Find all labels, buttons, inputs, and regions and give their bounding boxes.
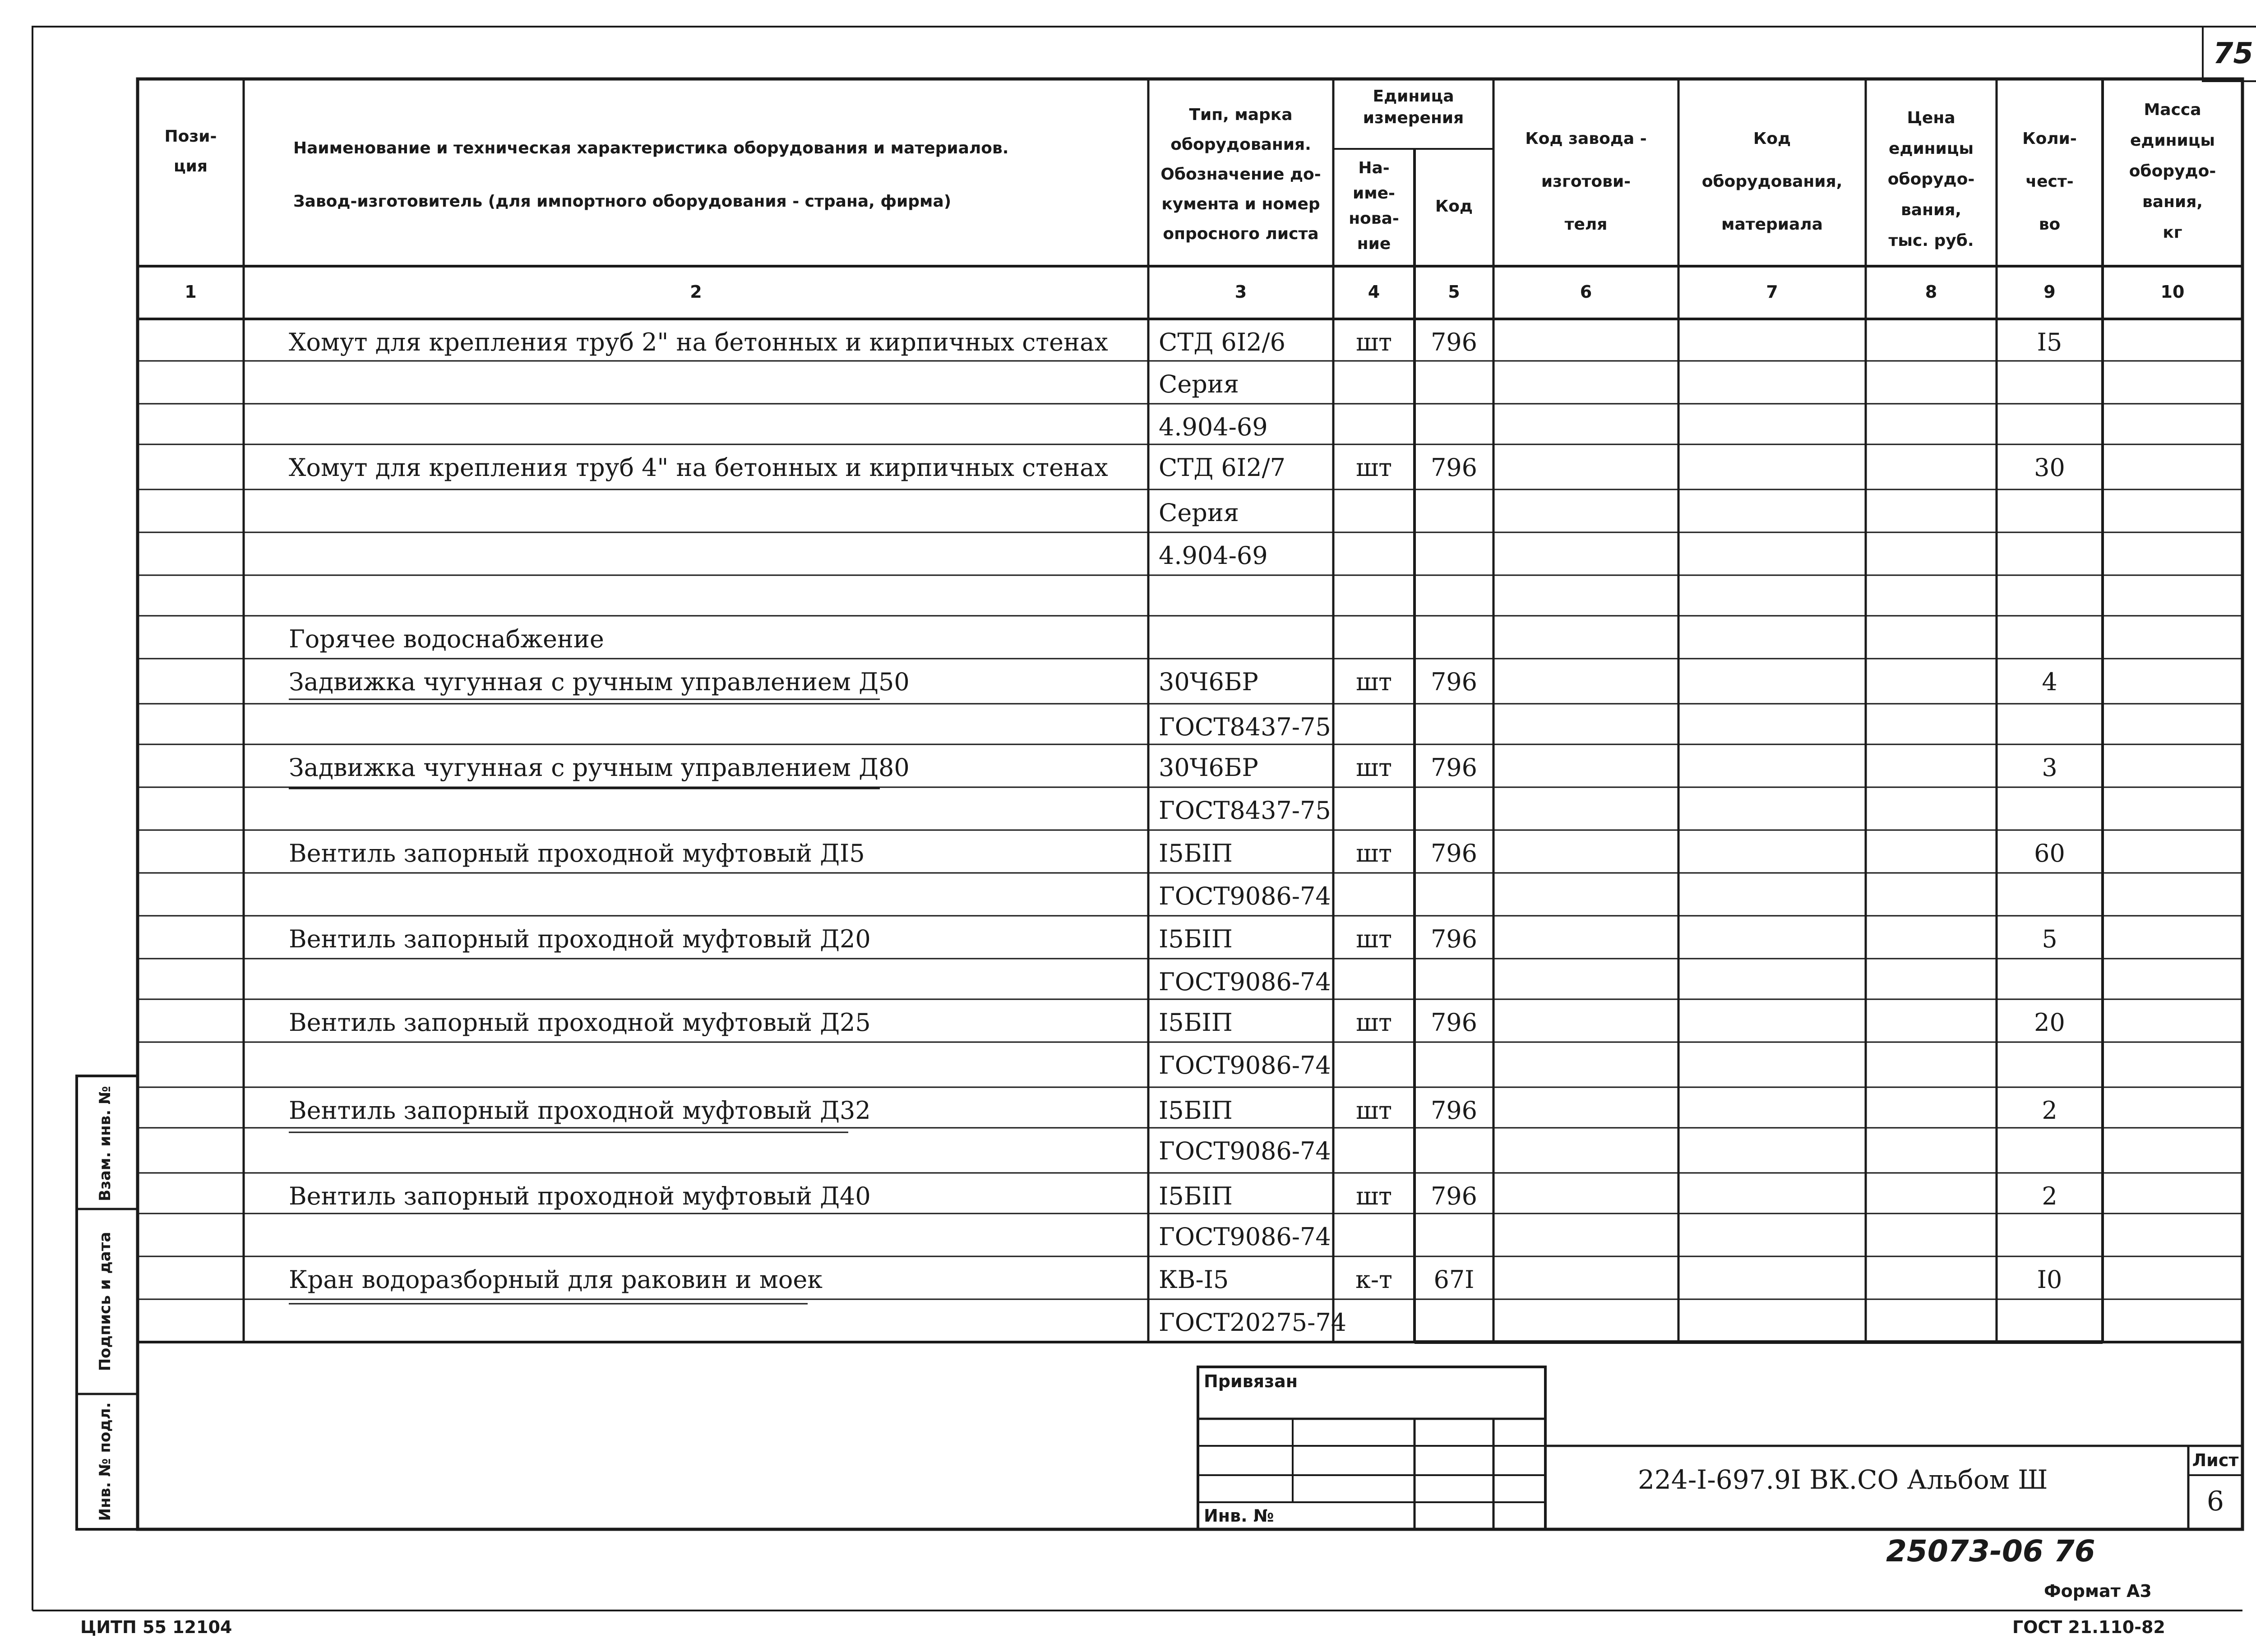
column-number: 10 bbox=[2160, 282, 2185, 302]
row-code-cell: 796 bbox=[1430, 1096, 1478, 1125]
footer-left-code: ЦИТП 55 12104 bbox=[80, 1617, 232, 1637]
header-plant-code: Код завода - изготови- теля bbox=[1525, 129, 1647, 234]
row-name-cell: Вентиль запорный проходной муфтовый Д20 bbox=[289, 925, 871, 953]
row-code-cell: 796 bbox=[1430, 1182, 1478, 1210]
row-qty-cell: 60 bbox=[2034, 839, 2065, 868]
row-type-cell: 30Ч6БР bbox=[1159, 668, 1258, 696]
page-number-handwritten: 75 bbox=[2213, 37, 2254, 70]
row-type-cell: КВ-I5 bbox=[1159, 1265, 1229, 1294]
row-code-cell: 796 bbox=[1430, 925, 1478, 953]
header-unit-name: На- име- нова- ние bbox=[1349, 159, 1399, 253]
row-type-cell: Серия bbox=[1159, 370, 1239, 398]
stamp-signature-date: Подпись и дата bbox=[96, 1232, 114, 1371]
header-unit-group: Единица измерения bbox=[1363, 87, 1464, 127]
row-type-cell: ГОСТ9086-74 bbox=[1159, 968, 1331, 996]
header-equip-code: Код оборудования, материала bbox=[1701, 129, 1843, 234]
row-unit-cell: шт bbox=[1355, 1008, 1392, 1037]
row-unit-cell: шт bbox=[1355, 1096, 1392, 1125]
header-name: Наименование и техническая характеристика оборудования и материалов. Завод-изготовитель (для импортного оборудования - страна, фирма) bbox=[293, 139, 1009, 211]
row-type-cell: ГОСТ8437-75 bbox=[1159, 796, 1331, 825]
row-qty-cell: 4 bbox=[2042, 668, 2057, 696]
format-label: Формат А3 bbox=[2044, 1581, 2152, 1601]
column-number: 6 bbox=[1580, 282, 1592, 302]
row-code-cell: 796 bbox=[1430, 753, 1478, 782]
header-position: Пози- ция bbox=[164, 127, 217, 175]
row-type-cell: 4.904-69 bbox=[1159, 413, 1268, 441]
stamp-replaced-inventory: Взам. инв. № bbox=[96, 1086, 114, 1201]
privyazan-label: Привязан bbox=[1204, 1371, 1298, 1391]
row-name-cell: Вентиль запорный проходной муфтовый ДI5 bbox=[289, 839, 865, 868]
sheet-label: Лист bbox=[2192, 1450, 2239, 1470]
column-number: 2 bbox=[690, 282, 702, 302]
row-name-cell: Вентиль запорный проходной муфтовый Д40 bbox=[289, 1182, 871, 1210]
row-unit-cell: шт bbox=[1355, 668, 1392, 696]
row-name-cell: Задвижка чугунная с ручным управлением Д50 bbox=[289, 668, 910, 696]
row-type-cell: I5БIП bbox=[1159, 1096, 1233, 1125]
sheet-number: 6 bbox=[2206, 1486, 2224, 1517]
row-type-cell: I5БIП bbox=[1159, 1182, 1233, 1210]
column-number: 5 bbox=[1448, 282, 1460, 302]
row-unit-cell: к-т bbox=[1355, 1265, 1392, 1294]
row-type-cell: I5БIП bbox=[1159, 925, 1233, 953]
row-type-cell: СТД 6I2/6 bbox=[1159, 328, 1285, 356]
column-number: 7 bbox=[1766, 282, 1778, 302]
row-qty-cell: I5 bbox=[2037, 328, 2062, 356]
inventory-number-label: Инв. № bbox=[1204, 1506, 1274, 1526]
row-qty-cell: 2 bbox=[2042, 1096, 2057, 1125]
row-type-cell: ГОСТ9086-74 bbox=[1159, 1051, 1331, 1080]
header-mass: Масса единицы оборудо- вания, кг bbox=[2129, 101, 2216, 242]
column-number: 4 bbox=[1368, 282, 1380, 302]
row-unit-cell: шт bbox=[1355, 328, 1392, 356]
row-qty-cell: 2 bbox=[2042, 1182, 2057, 1210]
row-type-cell: СТД 6I2/7 bbox=[1159, 453, 1285, 482]
row-unit-cell: шт bbox=[1355, 753, 1392, 782]
row-name-cell: Вентиль запорный проходной муфтовый Д32 bbox=[289, 1096, 871, 1125]
handwritten-archive-code: 25073-06 76 bbox=[1886, 1534, 2095, 1569]
header-type: Тип, марка оборудования. Обозначение до- кумента и номер опросного листа bbox=[1160, 106, 1321, 243]
row-qty-cell: 3 bbox=[2042, 753, 2057, 782]
row-type-cell: ГОСТ9086-74 bbox=[1159, 1137, 1331, 1165]
row-qty-cell: I0 bbox=[2037, 1265, 2062, 1294]
row-qty-cell: 20 bbox=[2034, 1008, 2065, 1037]
column-number: 3 bbox=[1234, 282, 1247, 302]
header-quantity: Коли- чест- во bbox=[2022, 129, 2077, 234]
row-code-cell: 67I bbox=[1433, 1265, 1475, 1294]
row-type-cell: I5БIП bbox=[1159, 839, 1233, 868]
row-type-cell: ГОСТ8437-75 bbox=[1159, 713, 1331, 741]
row-type-cell: ГОСТ9086-74 bbox=[1159, 882, 1331, 910]
header-price: Цена единицы оборудо- вания, тыс. руб. bbox=[1887, 109, 1975, 250]
column-number: 9 bbox=[2043, 282, 2056, 302]
row-code-cell: 796 bbox=[1430, 453, 1478, 482]
row-code-cell: 796 bbox=[1430, 668, 1478, 696]
row-unit-cell: шт bbox=[1355, 453, 1392, 482]
row-unit-cell: шт bbox=[1355, 839, 1392, 868]
column-number: 8 bbox=[1925, 282, 1937, 302]
row-qty-cell: 30 bbox=[2034, 453, 2065, 482]
column-number: 1 bbox=[185, 282, 197, 302]
row-type-cell: ГОСТ9086-74 bbox=[1159, 1223, 1331, 1251]
row-unit-cell: шт bbox=[1355, 1182, 1392, 1210]
row-name-cell: Хомут для крепления труб 4" на бетонных и кирпичных стенах bbox=[289, 453, 1108, 482]
stamp-original-inventory: Инв. № подл. bbox=[96, 1402, 114, 1521]
row-code-cell: 796 bbox=[1430, 1008, 1478, 1037]
row-qty-cell: 5 bbox=[2042, 925, 2057, 953]
row-name-cell: Горячее водоснабжение bbox=[289, 625, 604, 653]
row-type-cell: 30Ч6БР bbox=[1159, 753, 1258, 782]
document-designation: 224-I-697.9I ВК.СО Альбом Ш bbox=[1638, 1464, 2048, 1495]
row-unit-cell: шт bbox=[1355, 925, 1392, 953]
row-type-cell: I5БIП bbox=[1159, 1008, 1233, 1037]
header-unit-code: Код bbox=[1435, 197, 1473, 216]
row-type-cell: Серия bbox=[1159, 498, 1239, 527]
row-name-cell: Задвижка чугунная с ручным управлением Д80 bbox=[289, 753, 910, 782]
row-code-cell: 796 bbox=[1430, 328, 1478, 356]
row-type-cell: 4.904-69 bbox=[1159, 541, 1268, 570]
row-name-cell: Вентиль запорный проходной муфтовый Д25 bbox=[289, 1008, 871, 1037]
row-name-cell: Кран водоразборный для раковин и моек bbox=[289, 1265, 823, 1294]
row-name-cell: Хомут для крепления труб 2" на бетонных и кирпичных стенах bbox=[289, 328, 1108, 356]
footer-standard: ГОСТ 21.110-82 bbox=[2012, 1617, 2165, 1637]
row-code-cell: 796 bbox=[1430, 839, 1478, 868]
row-type-cell: ГОСТ20275-74 bbox=[1159, 1308, 1347, 1337]
